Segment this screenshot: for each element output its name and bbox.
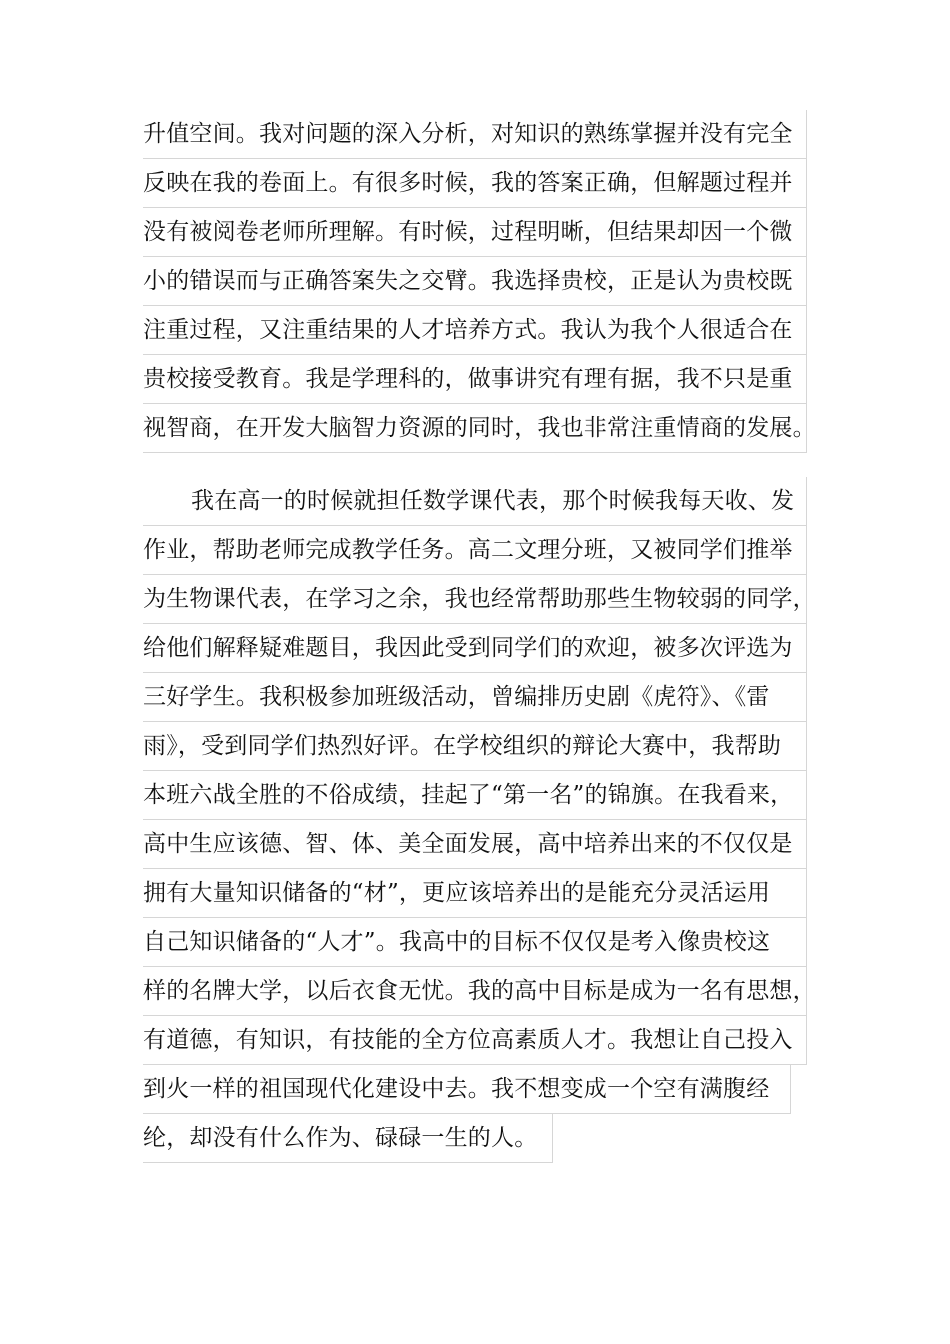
text-line: 没有被阅卷老师所理解。有时候，过程明晰，但结果却因一个微 bbox=[143, 208, 807, 257]
text-line: 自己知识储备的“人才”。我高中的目标不仅仅是考入像贵校这 bbox=[143, 918, 807, 967]
text-line: 样的名牌大学，以后衣食无忧。我的高中目标是成为一名有思想， bbox=[143, 967, 807, 1016]
text-line: 注重过程，又注重结果的人才培养方式。我认为我个人很适合在 bbox=[143, 306, 807, 355]
text-line: 贵校接受教育。我是学理科的，做事讲究有理有据，我不只是重 bbox=[143, 355, 807, 404]
text-line: 纶，却没有什么作为、碌碌一生的人。 bbox=[143, 1114, 553, 1163]
text-line: 有道德，有知识，有技能的全方位高素质人才。我想让自己投入 bbox=[143, 1016, 807, 1065]
text-line: 升值空间。我对问题的深入分析，对知识的熟练掌握并没有完全 bbox=[143, 110, 807, 159]
text-line: 视智商，在开发大脑智力资源的同时，我也非常注重情商的发展。 bbox=[143, 404, 807, 453]
text-line: 拥有大量知识储备的“材”，更应该培养出的是能充分灵活运用 bbox=[143, 869, 807, 918]
text-line: 给他们解释疑难题目，我因此受到同学们的欢迎，被多次评选为 bbox=[143, 624, 807, 673]
paragraph-1 bbox=[143, 110, 823, 453]
text-line: 三好学生。我积极参加班级活动，曾编排历史剧《虎符》、《雷 bbox=[143, 673, 807, 722]
text-line: 反映在我的卷面上。有很多时候，我的答案正确，但解题过程并 bbox=[143, 159, 807, 208]
text-line: 小的错误而与正确答案失之交臂。我选择贵校，正是认为贵校既 bbox=[143, 257, 807, 306]
text-line: 我在高一的时候就担任数学课代表，那个时候我每天收、发 bbox=[143, 477, 807, 526]
text-line: 本班六战全胜的不俗成绩，挂起了“第一名”的锦旗。在我看来， bbox=[143, 771, 807, 820]
text-line: 为生物课代表，在学习之余，我也经常帮助那些生物较弱的同学， bbox=[143, 575, 807, 624]
text-line: 雨》，受到同学们热烈好评。在学校组织的辩论大赛中，我帮助 bbox=[143, 722, 807, 771]
text-line: 作业，帮助老师完成教学任务。高二文理分班，又被同学们推举 bbox=[143, 526, 807, 575]
paragraph-2 bbox=[143, 477, 823, 1163]
text-line: 到火一样的祖国现代化建设中去。我不想变成一个空有满腹经 bbox=[143, 1065, 791, 1114]
text-line: 高中生应该德、智、体、美全面发展，高中培养出来的不仅仅是 bbox=[143, 820, 807, 869]
